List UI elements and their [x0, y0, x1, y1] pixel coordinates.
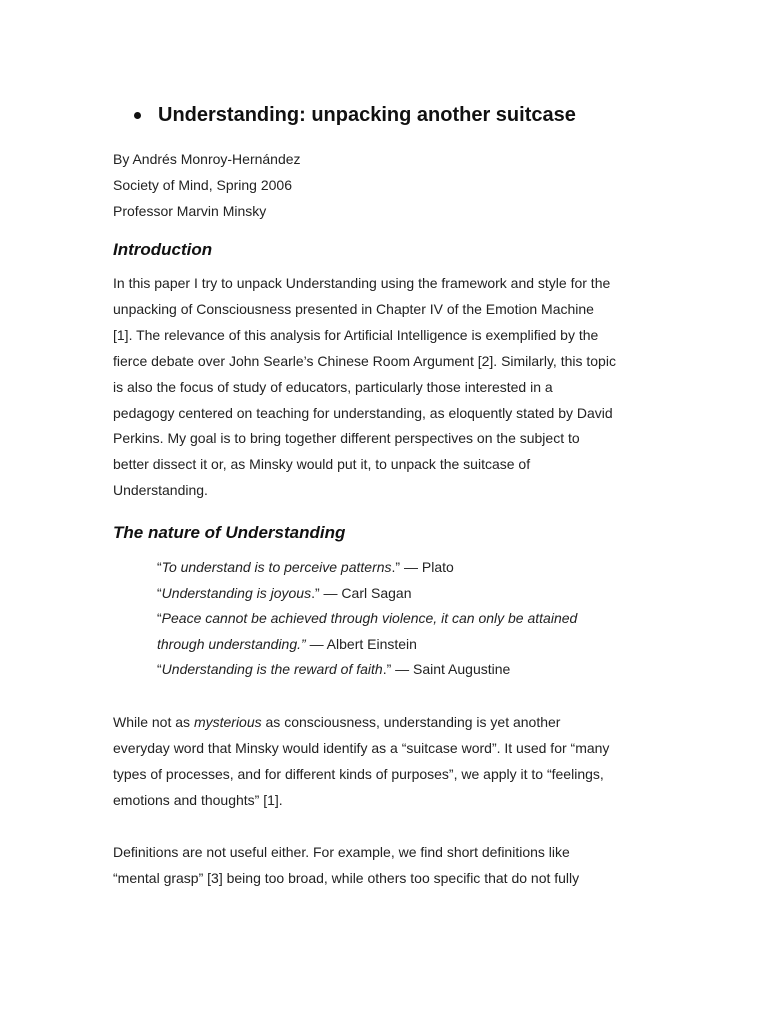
suitcase-paragraph — [113, 710, 609, 814]
quote-einstein-line1 — [157, 606, 577, 632]
quote-text: Understanding is joyous — [161, 584, 312, 601]
quote-close: .” — [382, 661, 396, 678]
document-title: Understanding: unpacking another suitcase — [158, 104, 576, 126]
text-run: as consciousness, understanding is yet another — [261, 714, 561, 730]
quotes-block — [157, 555, 577, 683]
paragraph-line: Understanding. — [113, 482, 208, 499]
paragraph-line: Perkins. My goal is to bring together different perspectives on the subject to — [113, 430, 580, 447]
paragraph-line: In this paper I try to unpack Understanding using the framework and style for the — [113, 275, 611, 291]
quote-close: .” — [311, 584, 324, 601]
bullet-icon — [134, 112, 141, 119]
paragraph-line: Definitions are not useful either. For example, we find short definitions like — [113, 844, 570, 860]
definitions-paragraph — [113, 840, 579, 892]
paragraph-line: types of processes, and for different kinds of purposes”, we apply it to “feelings, — [113, 765, 604, 782]
emphasis-text: mysterious — [193, 714, 262, 730]
professor-line: Professor Marvin Minsky — [113, 203, 267, 219]
paragraph-line: “mental grasp” [3] being too broad, while others too specific that do not fully — [113, 869, 580, 886]
quote-attribution: — Albert Einstein — [309, 635, 417, 652]
course-line: Society of Mind, Spring 2006 — [113, 177, 292, 193]
byline — [113, 146, 301, 224]
quote-text: To understand is to perceive patterns — [161, 559, 392, 575]
nature-heading: The nature of Understanding — [113, 523, 346, 542]
author-line: By Andrés Monroy-Hernández — [113, 151, 301, 167]
text-run: While not as — [113, 714, 194, 730]
quote-einstein-line2 — [157, 632, 577, 658]
paragraph-line: better dissect it or, as Minsky would put it, to unpack the suitcase of — [113, 456, 531, 473]
quote-open: “ — [157, 559, 162, 575]
quote-attribution: — Plato — [403, 559, 454, 575]
quote-attribution: — Saint Augustine — [395, 661, 511, 678]
quote-open: “ — [157, 610, 162, 627]
paragraph-line — [113, 710, 609, 736]
quote-text: Understanding is the reward of faith — [161, 661, 383, 678]
quote-sagan — [157, 581, 577, 607]
paragraph-line: [1]. The relevance of this analysis for Artificial Intelligence is exemplified by the — [113, 326, 599, 343]
quote-open: “ — [157, 584, 162, 601]
paragraph-line: pedagogy centered on teaching for understanding, as eloquently stated by David — [113, 404, 613, 421]
introduction-heading: Introduction — [113, 240, 213, 259]
title-row — [134, 104, 576, 127]
paragraph-line: emotions and thoughts” [1]. — [113, 791, 283, 808]
quote-attribution: — Carl Sagan — [323, 584, 412, 601]
quote-text: Peace cannot be achieved through violence, it can only be attained — [161, 610, 578, 627]
quote-plato — [157, 555, 577, 581]
quote-close: .” — [391, 559, 404, 575]
paragraph-line: is also the focus of study of educators, particularly those interested in a — [113, 378, 553, 395]
introduction-paragraph — [113, 271, 616, 504]
paragraph-line: fierce debate over John Searle’s Chinese Room Argument [2]. Similarly, this topic — [113, 352, 616, 369]
paragraph-line: unpacking of Consciousness presented in Chapter IV of the Emotion Machine — [113, 300, 594, 317]
quote-augustine — [157, 657, 577, 683]
quote-text: through understanding.” — [157, 635, 306, 652]
quote-open: “ — [157, 661, 162, 678]
paragraph-line: everyday word that Minsky would identify as a “suitcase word”. It used for “many — [113, 739, 610, 756]
